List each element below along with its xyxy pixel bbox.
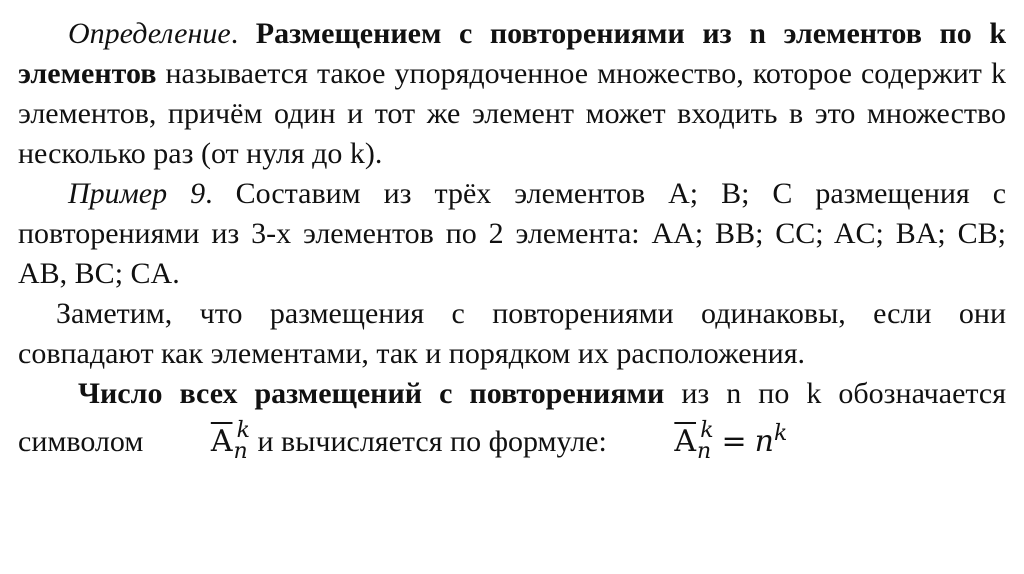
definition-text: называется такое упорядоченное множество, которое содержит k элементов, причём один и тот же элемент может входить в это множество несколько раз (от нуля до k). (18, 57, 1006, 170)
count-text-before-symbol: из n по k обозначается символом (18, 377, 1006, 458)
example-paragraph (18, 174, 1006, 294)
formula-symbol-superscript: k (700, 418, 714, 443)
definition-paragraph (18, 14, 1006, 174)
formula-rhs-exponent: k (774, 421, 788, 446)
remark-text: Заметим, что размещения с повторениями одинаковы, если они совпадают как элементами, так и порядком их расположения. (18, 297, 1006, 370)
formula-symbol-subscript: n (697, 439, 712, 464)
formula-symbol (614, 418, 714, 464)
formula-equals: = (721, 424, 747, 459)
count-paragraph (18, 374, 1006, 462)
formula (614, 418, 788, 464)
formula-rhs-base: n (754, 424, 774, 459)
definition-term: Размещением с повторениями из n элементов по k элементов (18, 17, 1007, 90)
formula-symbol-base: $\overline{A}$ (674, 424, 697, 459)
remark-paragraph (18, 294, 1006, 374)
definition-label-separator: . (230, 17, 256, 50)
example-text: Составим из трёх элементов A; B; C размещения с повторениями из 3-х элементов по 2 элемента: AA; BB; CC; AC; BA; CB; AB, BC; CA. (18, 177, 1007, 290)
symbol-base: $\overline{A}$ (210, 424, 233, 459)
example-label: Пример 9 (68, 177, 206, 210)
definition-label: Определение (68, 17, 231, 50)
example-label-separator: . (205, 177, 236, 210)
arrangement-symbol (151, 418, 250, 464)
count-bold-text: Число всех размещений с повторениями (78, 377, 665, 410)
count-text-after-symbol: и вычисляется по формуле: (250, 425, 615, 458)
symbol-subscript: n (233, 439, 248, 464)
slide-content (18, 14, 1006, 462)
symbol-superscript: k (236, 418, 250, 443)
